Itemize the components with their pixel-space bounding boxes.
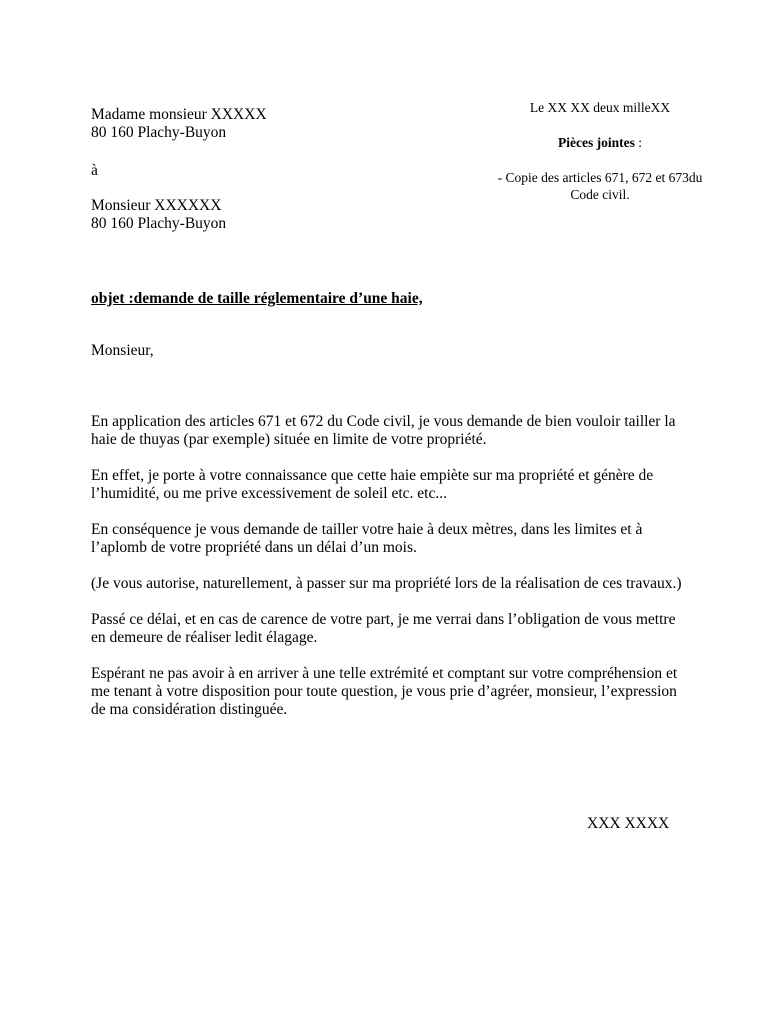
salutation: Monsieur, <box>91 342 154 359</box>
body-paragraph: (Je vous autorise, naturellement, à passer sur ma propriété lors de la réalisation de ces travaux.) <box>91 575 682 592</box>
attachment-item-line1: - Copie des articles 671, 672 et 673du <box>497 170 703 185</box>
letter-body <box>91 413 691 737</box>
sender-block <box>91 106 267 142</box>
body-paragraph: Passé ce délai, et en cas de carence de votre part, je me verrai dans l’obligation de vous mettre en demeure de réaliser ledit élagage. <box>91 611 676 646</box>
attachments-suffix: : <box>634 135 642 150</box>
body-paragraph: En application des articles 671 et 672 du Code civil, je vous demande de bien vouloir tailler la haie de thuyas (par exemple) située en limite de votre propriété. <box>91 413 676 448</box>
body-paragraph: En effet, je porte à votre connaissance que cette haie empiète sur ma propriété et génère de l’humidité, ou me prive excessivement de soleil etc. etc... <box>91 467 654 502</box>
header-right-block <box>470 99 730 203</box>
signature: XXX XXXX <box>587 815 670 832</box>
body-paragraph: Espérant ne pas avoir à en arriver à une telle extrémité et comptant sur votre compréhension et me tenant à votre disposition pour toute question, je vous prie d’agréer, monsieur, l’expression de ma considération distinguée. <box>91 665 678 718</box>
attachments-heading <box>470 134 730 151</box>
date-line: Le XX XX deux milleXX <box>529 100 671 115</box>
attachments-label: Pièces jointes <box>558 135 635 150</box>
sender-address: 80 160 Plachy-Buyon <box>91 124 227 141</box>
body-paragraph: En conséquence je vous demande de tailler votre haie à deux mètres, dans les limites et à l’aplomb de votre propriété dans un délai d’un mois. <box>91 521 643 556</box>
attachments-list <box>470 169 730 203</box>
to-marker: à <box>91 162 98 179</box>
recipient-block <box>91 197 226 233</box>
recipient-name: Monsieur XXXXXX <box>91 197 222 214</box>
subject-line: objet :demande de taille réglementaire d’une haie, <box>91 290 423 307</box>
recipient-address: 80 160 Plachy-Buyon <box>91 215 227 232</box>
attachment-item-line2: Code civil. <box>570 187 630 202</box>
sender-name: Madame monsieur XXXXX <box>91 106 267 123</box>
